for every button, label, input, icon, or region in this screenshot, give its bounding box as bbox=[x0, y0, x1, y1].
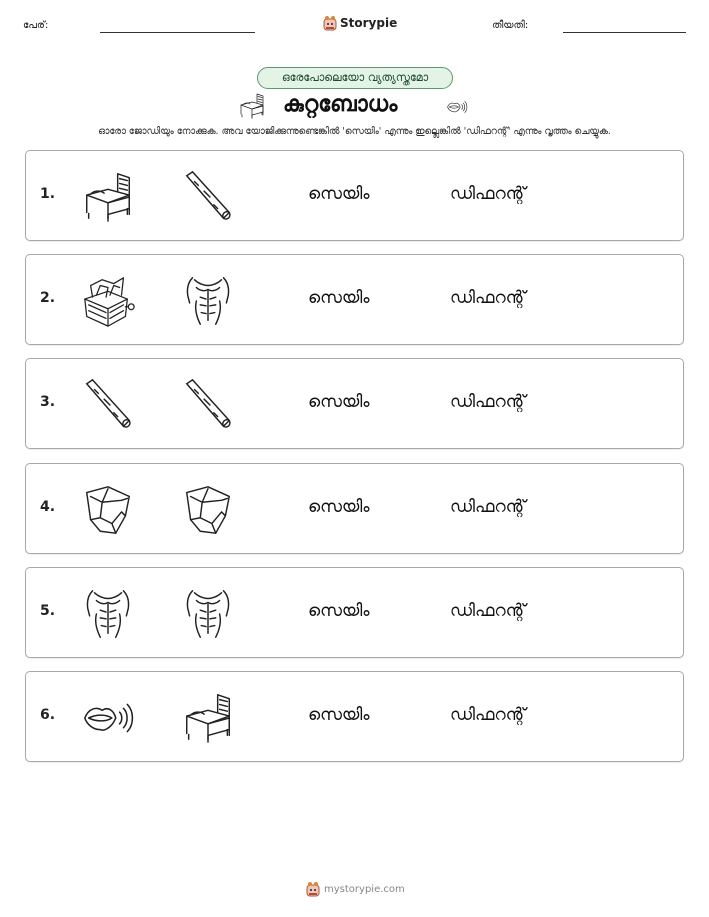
question-number: 2. bbox=[40, 290, 56, 306]
option-same[interactable]: സെയിം bbox=[308, 184, 370, 204]
option-same[interactable]: സെയിം bbox=[308, 705, 370, 725]
question-number: 6. bbox=[40, 707, 56, 723]
rock-icon bbox=[79, 482, 137, 538]
option-different[interactable]: ഡിഫറന്റ് bbox=[450, 705, 526, 725]
toy-basket-icon bbox=[79, 273, 137, 329]
option-different[interactable]: ഡിഫറന്റ് bbox=[450, 497, 526, 517]
brand-name: Storypie bbox=[340, 16, 398, 30]
storypie-mascot-icon bbox=[306, 881, 320, 897]
torso-icon bbox=[179, 586, 237, 642]
option-different[interactable]: ഡിഫറന്റ് bbox=[450, 601, 526, 621]
question-number: 1. bbox=[40, 186, 56, 202]
option-same[interactable]: സെയിം bbox=[308, 497, 370, 517]
question-number: 5. bbox=[40, 603, 56, 619]
question-card-2 bbox=[25, 254, 684, 345]
name-line[interactable] bbox=[100, 32, 255, 33]
bed-icon bbox=[79, 169, 137, 225]
stick-icon bbox=[179, 377, 237, 433]
bed-icon bbox=[235, 92, 269, 120]
option-same[interactable]: സെയിം bbox=[308, 288, 370, 308]
mouth-sound-icon bbox=[79, 690, 137, 746]
option-same[interactable]: സെയിം bbox=[308, 601, 370, 621]
date-line[interactable] bbox=[563, 32, 686, 33]
category-badge: ഒരേപോലെയോ വ്യത്യസ്തമോ bbox=[257, 67, 453, 89]
name-label: പേര്: bbox=[23, 20, 49, 31]
question-card-3 bbox=[25, 358, 684, 449]
rock-icon bbox=[179, 482, 237, 538]
option-same[interactable]: സെയിം bbox=[308, 392, 370, 412]
option-different[interactable]: ഡിഫറന്റ് bbox=[450, 392, 526, 412]
brand-logo bbox=[323, 13, 397, 33]
storypie-mascot-icon bbox=[323, 15, 337, 31]
option-different[interactable]: ഡിഫറന്റ് bbox=[450, 288, 526, 308]
question-number: 3. bbox=[40, 394, 56, 410]
worksheet-header bbox=[0, 0, 709, 50]
question-card-4 bbox=[25, 463, 684, 554]
footer-site[interactable]: mystorypie.com bbox=[324, 883, 405, 895]
pronunciation-sound-icon[interactable] bbox=[444, 96, 470, 118]
bed-icon bbox=[179, 690, 237, 746]
footer bbox=[306, 880, 405, 898]
torso-icon bbox=[79, 586, 137, 642]
title-row bbox=[0, 92, 709, 120]
stick-icon bbox=[179, 169, 237, 225]
question-number: 4. bbox=[40, 499, 56, 515]
instructions-text: ഓരോ ജോഡിയും നോക്കുക. അവ യോജിക്കുന്നുണ്ടെങ്കിൽ 'സെയിം' എന്നും ഇല്ലെങ്കിൽ 'ഡിഫറന്റ്' എന്നും വൃത്തം ചെയ്യുക. bbox=[98, 126, 611, 137]
date-label: തീയതി: bbox=[492, 20, 529, 31]
question-card-5 bbox=[25, 567, 684, 658]
question-card-6 bbox=[25, 671, 684, 762]
question-card-1 bbox=[25, 150, 684, 241]
stick-icon bbox=[79, 377, 137, 433]
torso-icon bbox=[179, 273, 237, 329]
page-title: കുറ്റബോധം bbox=[283, 92, 398, 117]
option-different[interactable]: ഡിഫറന്റ് bbox=[450, 184, 526, 204]
